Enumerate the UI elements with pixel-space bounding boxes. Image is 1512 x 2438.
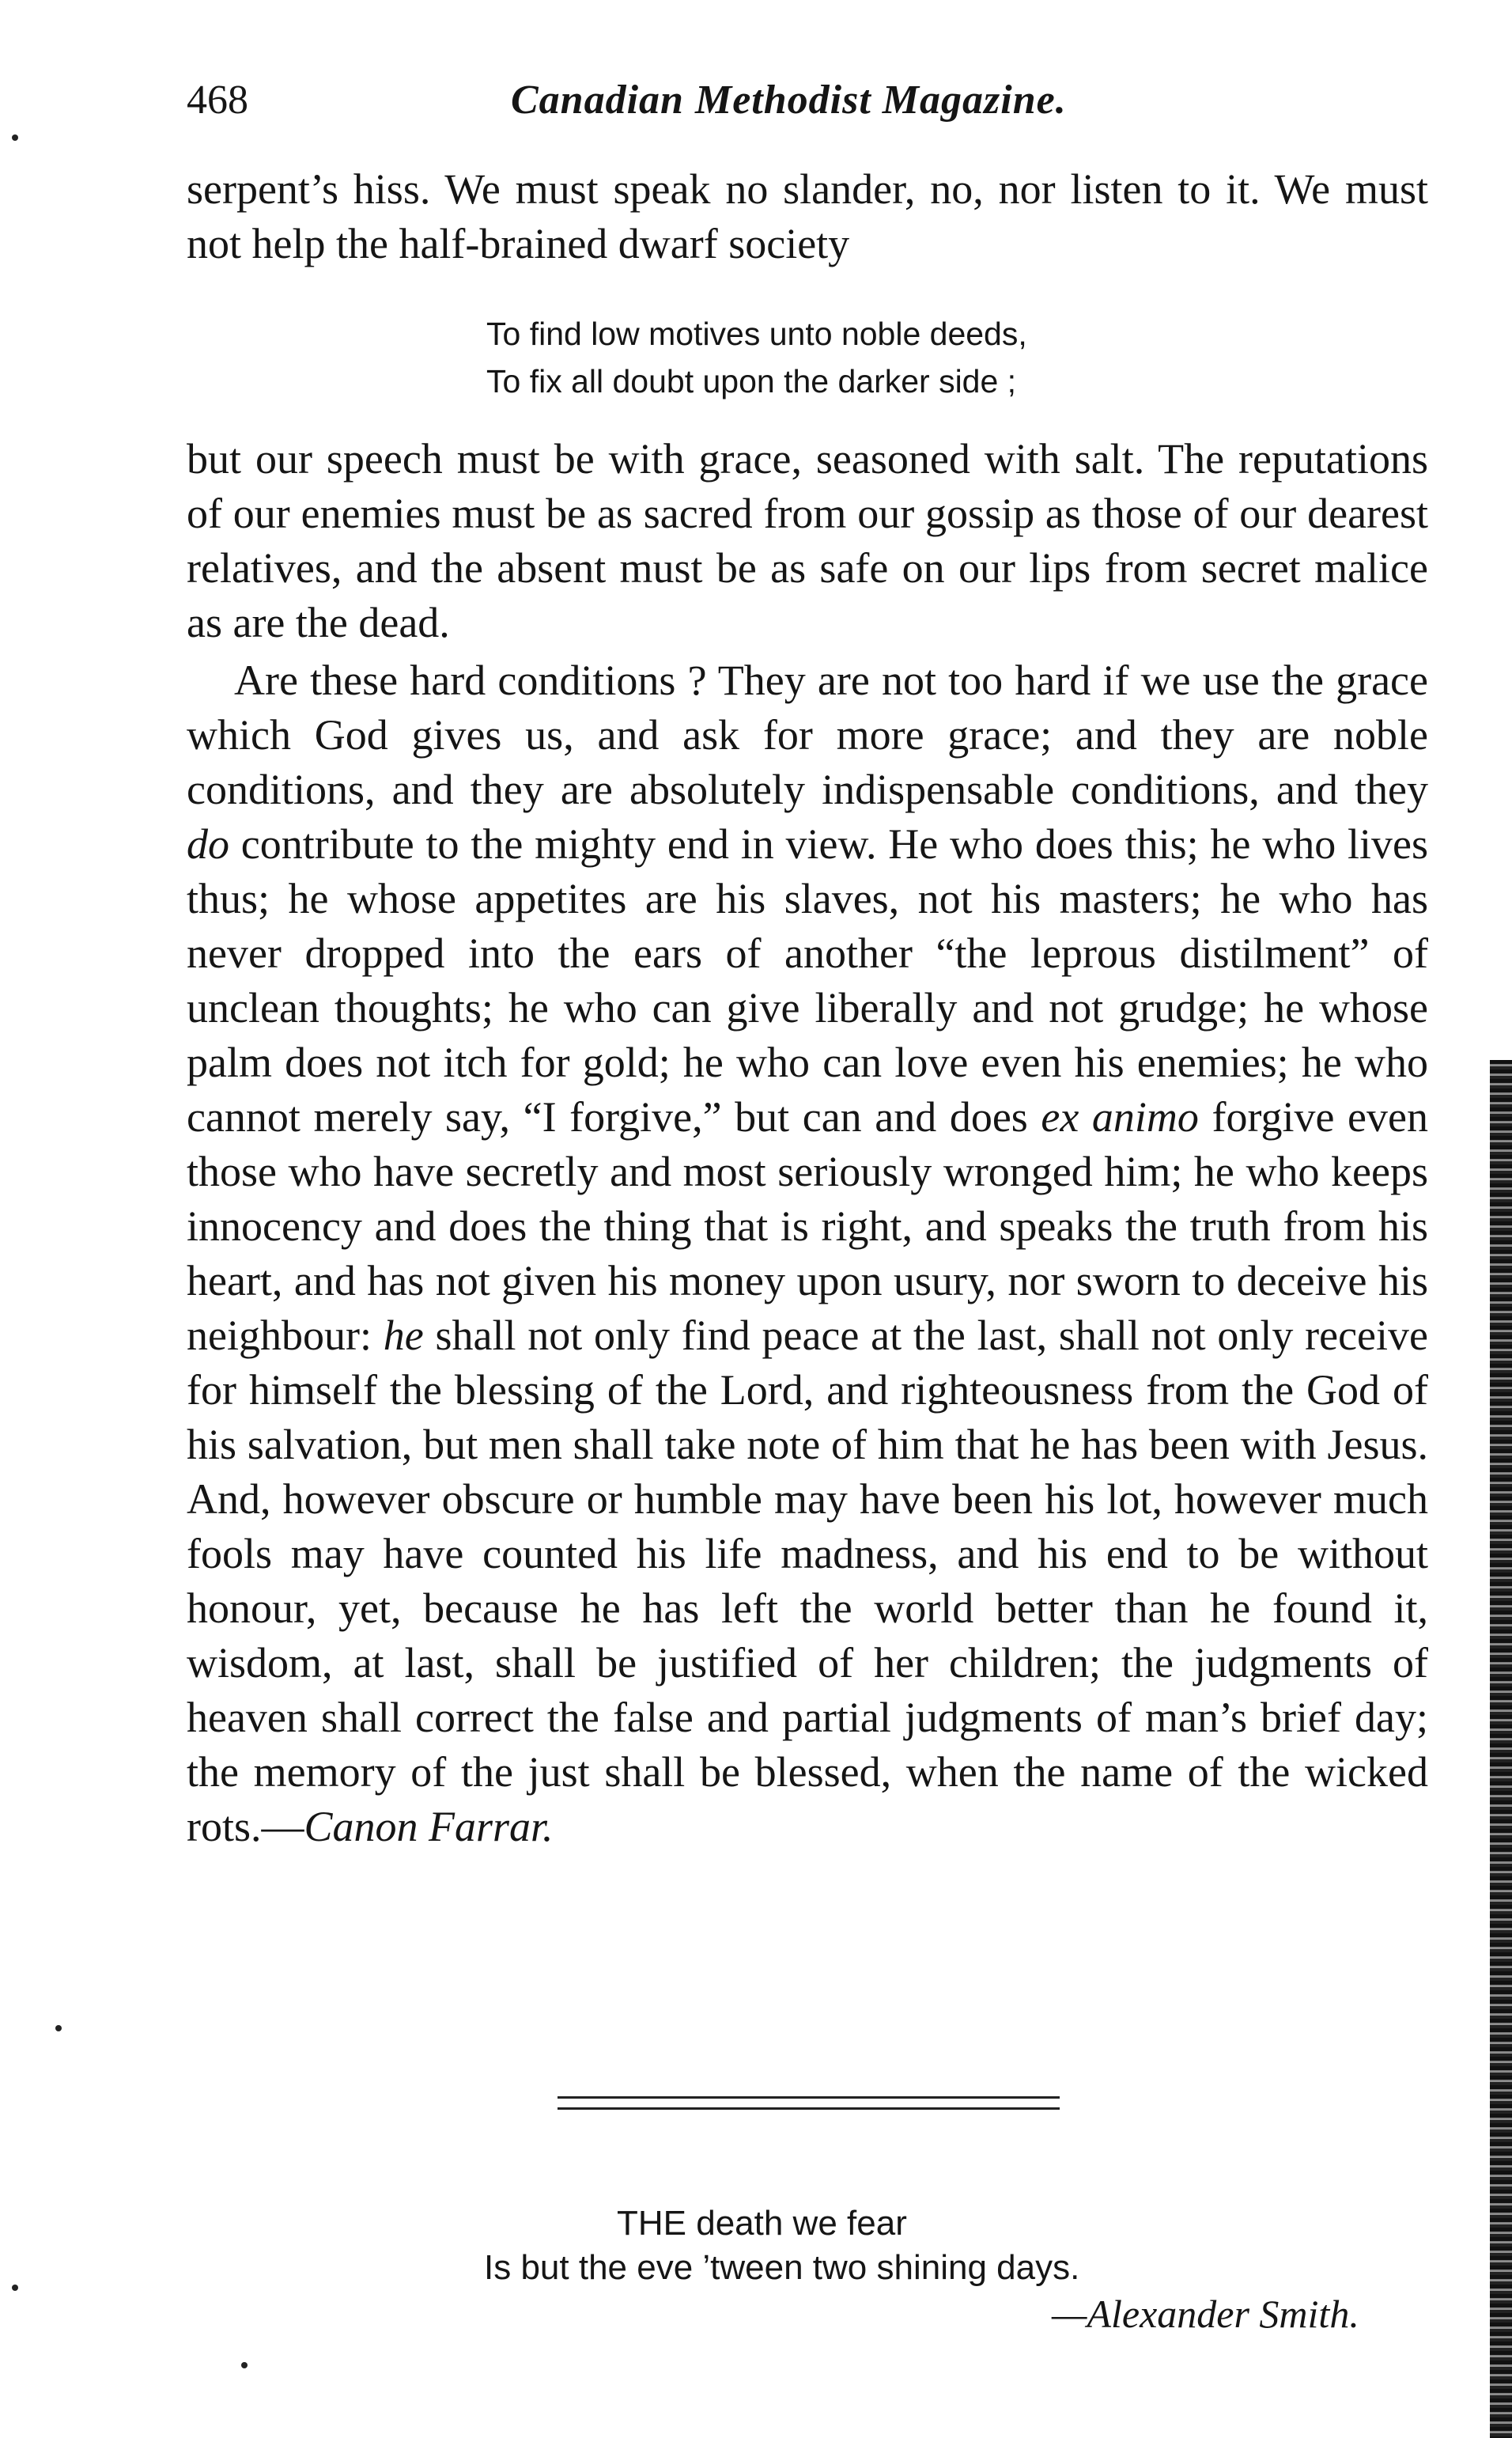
poem-author: —Alexander Smith. xyxy=(1052,2292,1359,2336)
scan-speck xyxy=(241,2362,248,2368)
verse-quotation xyxy=(486,310,1277,405)
poem-line-1: THE death we fear xyxy=(617,2204,907,2243)
paragraph-text-2: contribute to the mighty end in view. He who does this; he who lives thus; he whose appetites are his slaves, not his masters; he who has never dropped into the ears of another “the leprous distilment” of unclean thoughts; he who can give liberally and not grudge; he whose palm does not itch for gold; he who can love even his enemies; he who cannot merely say, “I forgive,” but can and does xyxy=(187,820,1428,1141)
verse-line-1: To find low motives unto noble deeds, xyxy=(486,316,1027,352)
scan-binding-edge xyxy=(1490,1060,1512,2438)
paragraph-opening: serpent’s hiss. We must speak no slander, no, nor listen to it. We must not help the half-brained dwarf society xyxy=(187,165,1428,267)
paragraph-text-4: shall not only find peace at the last, shall not only receive for himself the blessing of the Lord, and righteousness from the God of his salvation, but men shall take note of him that he has been with Jesus. And, however obscure or humble may have been his lot, however much fools may have counted his life madness, and his end to be without honour, yet, because he has left the world better than he found it, wisdom, at last, shall be justified of her children; the judgments of heaven shall correct the false and partial judgments of man’s brief day; the memory of the just shall be blessed, when the name of the wicked rots.— xyxy=(187,1312,1428,1850)
scan-speck xyxy=(12,2285,18,2291)
scan-speck xyxy=(55,2025,62,2031)
section-divider-bottom xyxy=(558,2107,1060,2110)
poem-line-2: Is but the eve ’tween two shining days. xyxy=(484,2248,1080,2287)
paragraph-conditions xyxy=(187,653,1428,1854)
emphasis-do: do xyxy=(187,820,229,868)
paragraph-speech: but our speech must be with grace, seasoned with salt. The reputations of our enemies must be as sacred from our gossip as those of our dearest relatives, and the absent must be as safe on our lips from secret malice as are the dead. xyxy=(187,435,1428,646)
paragraph-text-3: forgive even those who have secretly and most seriously wronged him; he who keeps innocency and does the thing that is right, and speaks the truth from his heart, and has not given his money upon usury, nor sworn to deceive his neighbour: xyxy=(187,1093,1428,1359)
scan-speck xyxy=(12,134,18,141)
attribution-canon-farrar: Canon Farrar. xyxy=(304,1803,554,1850)
verse-line-2: To fix all doubt upon the darker side ; xyxy=(486,363,1017,399)
paragraph-text-1: Are these hard conditions ? They are not too hard if we use the grace which God gives us, and ask for more grace; and they are noble conditions, and they are absolutely indispensable conditions, and they xyxy=(187,657,1428,813)
emphasis-ex-animo: ex animo xyxy=(1041,1093,1199,1141)
emphasis-he: he xyxy=(383,1312,424,1359)
page-header xyxy=(187,73,1357,128)
running-title: Canadian Methodist Magazine. xyxy=(511,78,1067,123)
section-divider-top xyxy=(558,2096,1060,2099)
page-number: 468 xyxy=(187,78,248,123)
closing-poem xyxy=(484,2201,1433,2290)
